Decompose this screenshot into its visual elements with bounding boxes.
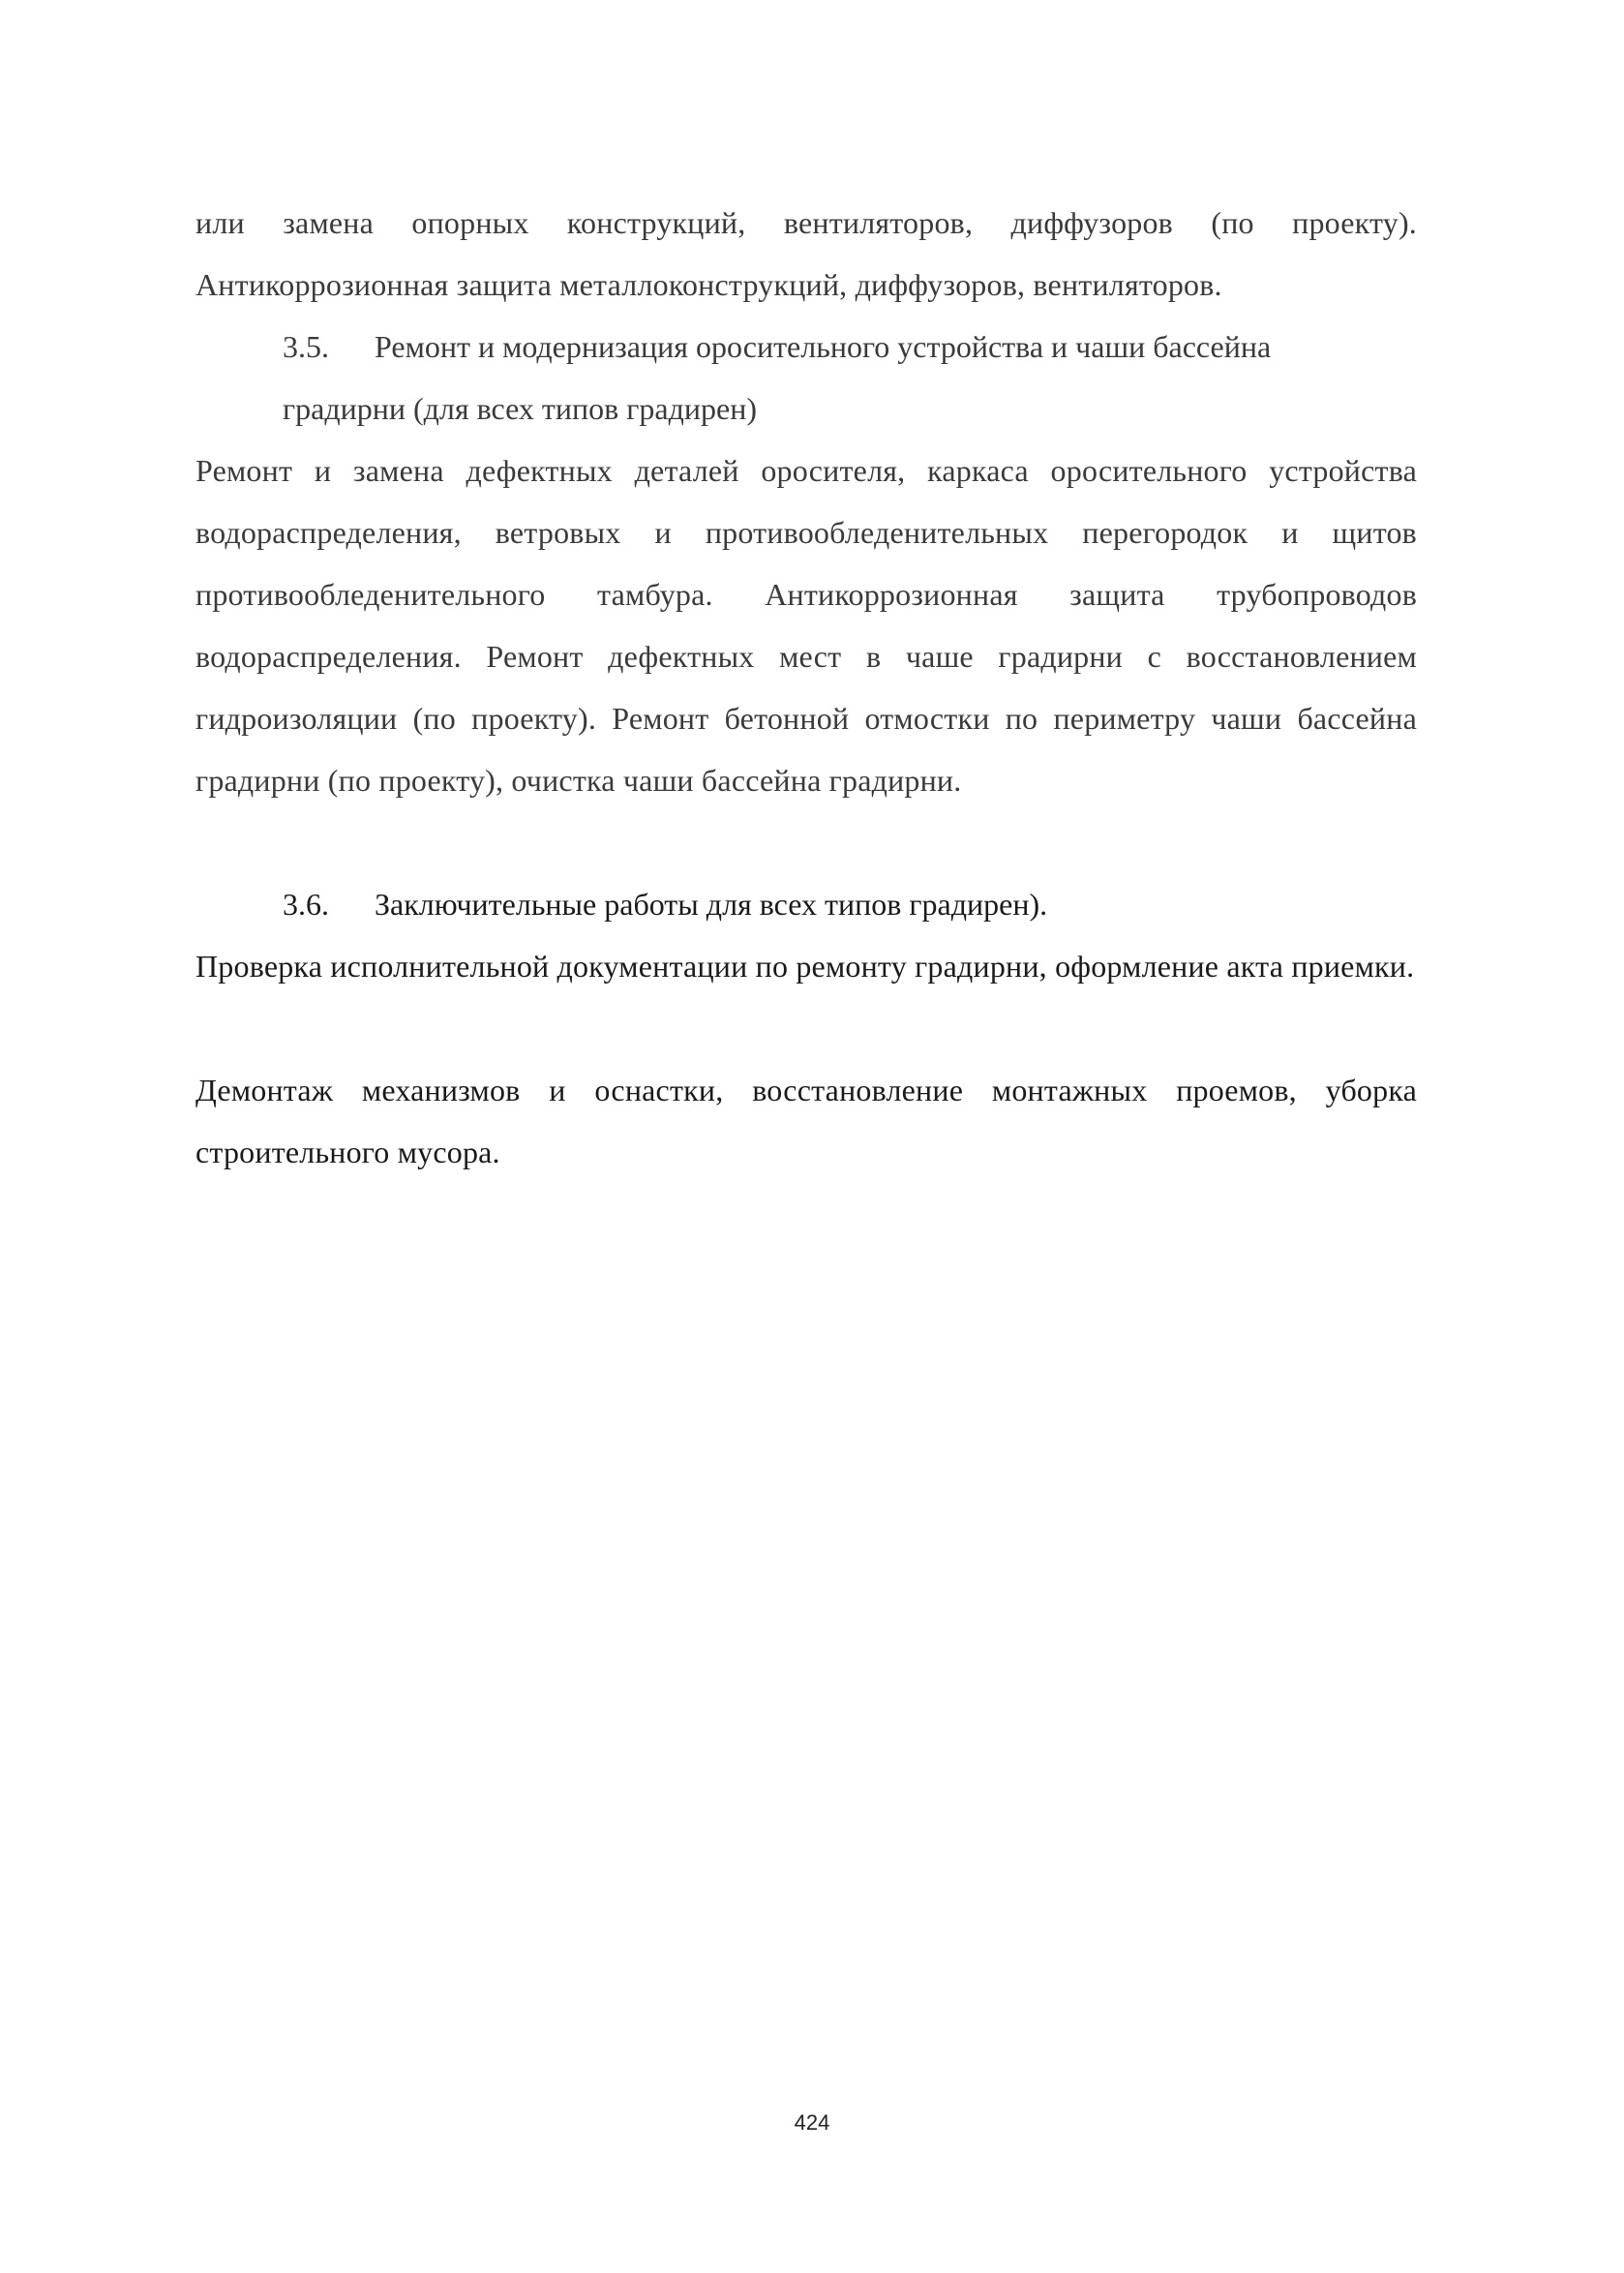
section-3-5-title-line2: градирни (для всех типов градирен) xyxy=(283,391,757,426)
section-3-6-paragraph2: Демонтаж механизмов и оснастки, восстановление монтажных проемов, уборка строительного мусора. xyxy=(195,1073,1417,1169)
intro-paragraph: или замена опорных конструкций, вентиляторов, диффузоров (по проекту). Антикоррозионная защита металлоконструкций, диффузоров, вентиляторов. xyxy=(195,205,1417,302)
section-3-5-heading xyxy=(283,316,1417,378)
section-3-5-number: 3.5. xyxy=(283,329,329,364)
page-number: 424 xyxy=(794,2110,830,2135)
section-3-5-body: Ремонт и замена дефектных деталей оросителя, каркаса оросительного устройства водораспределения, ветровых и противообледенительных перегородок и щитов противообледенительного тамбура. Антикоррозионная защита трубопроводов водораспределения. Ремонт дефектных мест в чаше градирни с восстановлением гидроизоляции (по проекту). Ремонт бетонной отмостки по периметру чаши бассейна градирни (по проекту), очистка чаши бассейна градирни. xyxy=(195,453,1417,798)
section-3-6-heading xyxy=(283,873,1417,935)
section-3-6-title: Заключительные работы для всех типов градирен). xyxy=(375,887,1048,922)
section-3-6-number: 3.6. xyxy=(283,887,329,922)
section-3-5-title-line1: Ремонт и модернизация оросительного устройства и чаши бассейна xyxy=(375,329,1272,364)
section-3-6-paragraph1: Проверка исполнительной документации по ремонту градирни, оформление акта приемки. xyxy=(195,949,1415,984)
